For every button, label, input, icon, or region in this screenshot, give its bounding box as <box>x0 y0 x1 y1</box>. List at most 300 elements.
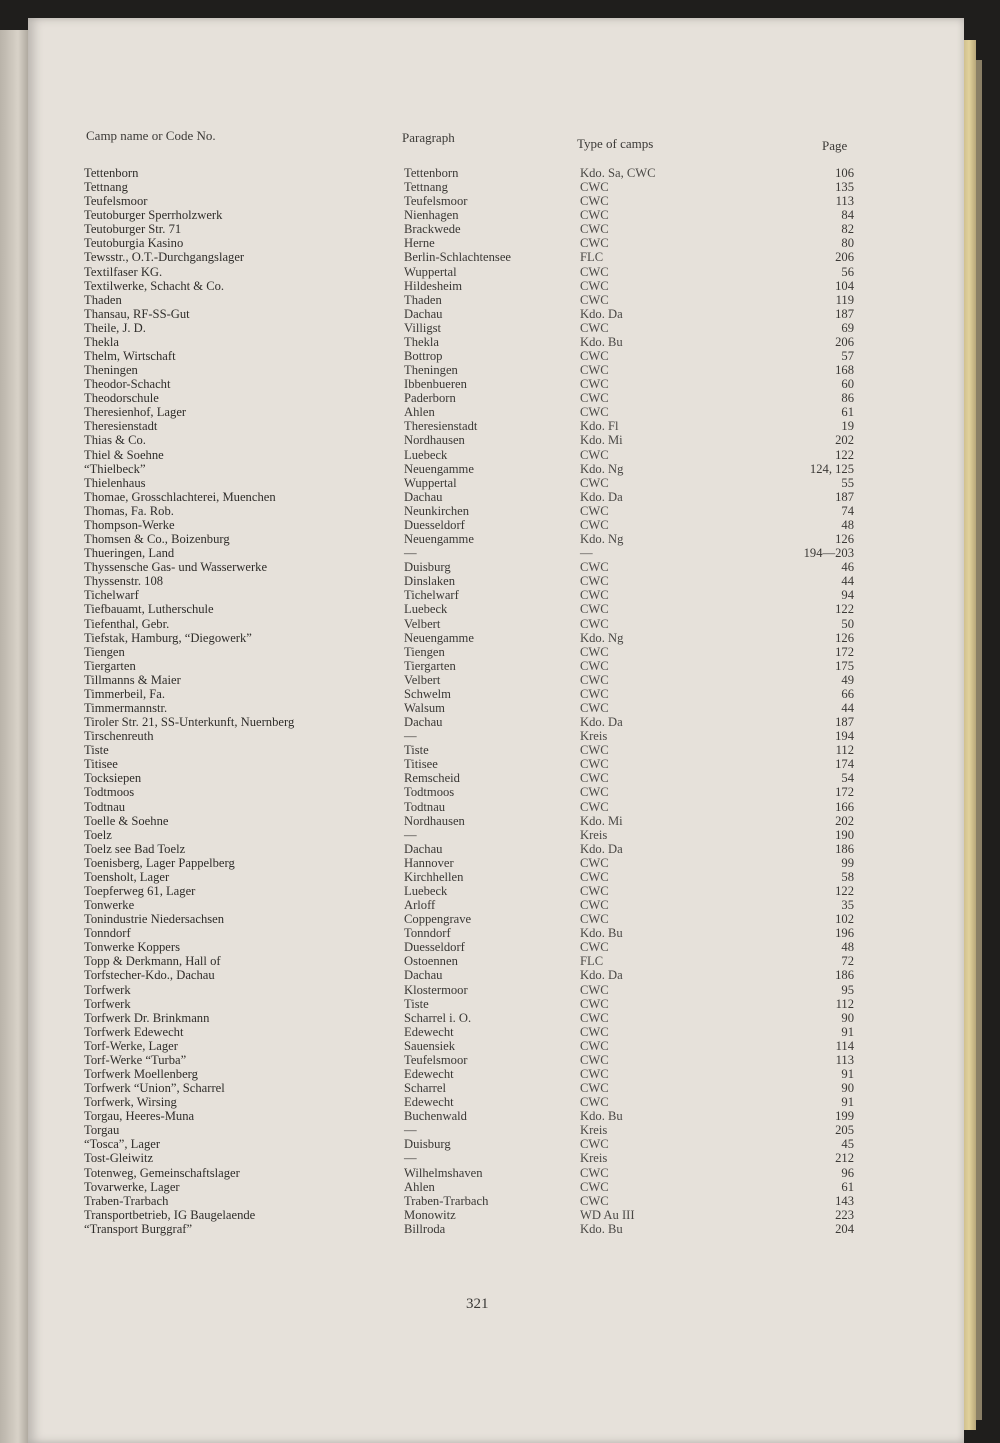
camp-name-cell: Transportbetrieb, IG Baugelaende <box>84 1207 256 1222</box>
camp-name-cell: Tewsstr., O.T.-Durchgangslager <box>84 250 245 265</box>
camp-type-cell: CWC <box>580 982 609 997</box>
camp-name-cell: Timmerbeil, Fa. <box>84 686 166 701</box>
camp-type-cell: CWC <box>580 377 609 392</box>
table-row <box>84 743 874 757</box>
page-ref-cell: 48 <box>841 517 854 532</box>
paragraph-cell: Titisee <box>404 757 438 772</box>
table-row <box>84 687 874 701</box>
camp-name-cell: Timmermannstr. <box>84 700 168 715</box>
camp-type-cell: Kdo. Bu <box>580 334 623 349</box>
table-row <box>84 828 874 842</box>
camp-name-cell: Torfwerk Dr. Brinkmann <box>84 1010 210 1025</box>
camp-type-cell: CWC <box>580 194 609 209</box>
page-ref-cell: 44 <box>841 574 854 589</box>
page-ref-cell: 187 <box>835 715 854 730</box>
camp-name-cell: Teutoburger Str. 71 <box>84 222 182 237</box>
paragraph-cell: Dinslaken <box>404 574 456 589</box>
camp-name-cell: Toensholt, Lager <box>84 869 170 884</box>
camp-type-cell: Kdo. Da <box>580 841 623 856</box>
paragraph-cell: Velbert <box>404 672 441 687</box>
paragraph-cell: Teufelsmoor <box>404 1052 468 1067</box>
paragraph-cell: Edewecht <box>404 1067 454 1081</box>
table-row <box>84 898 874 912</box>
paragraph-cell: Todtmoos <box>404 785 455 800</box>
table-row <box>84 1067 874 1081</box>
camp-name-cell: Teufelsmoor <box>84 194 148 209</box>
camp-type-cell: Kdo. Ng <box>580 461 624 476</box>
camp-type-cell: CWC <box>580 292 609 307</box>
camp-name-cell: Torfwerk Edewecht <box>84 1024 184 1039</box>
page-ref-cell: 61 <box>841 405 854 420</box>
camp-type-cell: CWC <box>580 222 609 237</box>
page-ref-cell: 202 <box>835 433 854 448</box>
camp-name-cell: Torfwerk, Wirsing <box>84 1095 177 1110</box>
camp-name-cell: Thompson-Werke <box>84 517 175 532</box>
table-row <box>84 250 874 264</box>
paragraph-cell: Dachau <box>404 715 443 730</box>
camp-name-cell: Todtnau <box>84 799 126 814</box>
camp-type-cell: CWC <box>580 517 609 532</box>
camp-type-cell: WD Au III <box>580 1207 635 1222</box>
table-row <box>84 968 874 982</box>
page-ref-cell: 187 <box>835 306 854 321</box>
camp-name-cell: Topp & Derkmann, Hall of <box>84 954 221 969</box>
page-ref-cell: 122 <box>835 602 854 617</box>
camp-name-cell: Toelz <box>84 827 112 842</box>
paragraph-cell: Sauensiek <box>404 1038 456 1053</box>
paragraph-cell: Ibbenbueren <box>404 377 467 392</box>
page-ref-cell: 212 <box>835 1151 854 1166</box>
table-row <box>84 321 874 335</box>
camp-type-cell: CWC <box>580 686 609 701</box>
table-row <box>84 476 874 490</box>
table-row <box>84 940 874 954</box>
page-ref-cell: 223 <box>835 1207 854 1222</box>
table-row <box>84 771 874 785</box>
camp-name-cell: “Transport Burggraf” <box>84 1221 193 1236</box>
page-ref-cell: 113 <box>835 1052 854 1067</box>
paragraph-cell: Berlin-Schlachtensee <box>404 250 512 265</box>
camp-type-cell: Kreis <box>580 827 608 842</box>
paragraph-cell: Wuppertal <box>404 264 457 279</box>
page-ref-cell: 186 <box>835 968 854 983</box>
camp-type-cell: CWC <box>580 883 609 898</box>
table-row <box>84 1081 874 1095</box>
table-row <box>84 363 874 377</box>
page-ref-cell: 56 <box>841 264 854 279</box>
page-ref-cell: 122 <box>835 447 854 462</box>
camp-type-cell: CWC <box>580 1024 609 1039</box>
table-row <box>84 194 874 208</box>
paragraph-cell: — <box>404 729 417 744</box>
page-ref-cell: 95 <box>841 982 854 997</box>
paragraph-cell: Scharrel i. O. <box>404 1010 472 1025</box>
camp-name-cell: Thielenhaus <box>84 475 146 490</box>
table-row <box>84 1137 874 1151</box>
paragraph-cell: Thekla <box>404 334 439 349</box>
page-ref-cell: 143 <box>835 1193 854 1208</box>
camp-name-cell: Thomsen & Co., Boizenburg <box>84 532 230 547</box>
camp-name-cell: Tiefstak, Hamburg, “Diegowerk” <box>84 630 252 645</box>
page-ref-cell: 102 <box>835 912 854 927</box>
camp-name-cell: Tiroler Str. 21, SS-Unterkunft, Nuernberg <box>84 715 295 730</box>
index-table <box>84 166 874 1236</box>
camp-type-cell: CWC <box>580 672 609 687</box>
page-ref-cell: 66 <box>841 686 854 701</box>
camp-type-cell: CWC <box>580 869 609 884</box>
paragraph-cell: Nienhagen <box>404 208 459 223</box>
camp-name-cell: Teutoburgia Kasino <box>84 236 184 251</box>
paragraph-cell: Wuppertal <box>404 475 457 490</box>
camp-type-cell: CWC <box>580 799 609 814</box>
camp-type-cell: CWC <box>580 1052 609 1067</box>
camp-name-cell: Theresienhof, Lager <box>84 405 187 420</box>
camp-type-cell: CWC <box>580 391 609 406</box>
paragraph-cell: Velbert <box>404 616 441 631</box>
camp-name-cell: Thias & Co. <box>84 433 146 448</box>
paragraph-cell: Ostoennen <box>404 954 458 969</box>
camp-name-cell: Thueringen, Land <box>84 546 175 561</box>
page-ref-cell: 84 <box>841 208 854 223</box>
table-row <box>84 1053 874 1067</box>
paragraph-cell: Traben-Trarbach <box>404 1193 489 1208</box>
camp-type-cell: CWC <box>580 1137 609 1152</box>
page-ref-cell: 91 <box>841 1067 854 1081</box>
table-row <box>84 1123 874 1137</box>
camp-type-cell: Kdo. Bu <box>580 926 623 941</box>
camp-type-cell: CWC <box>580 320 609 335</box>
camp-type-cell: Kdo. Mi <box>580 433 623 448</box>
camp-name-cell: Thelm, Wirtschaft <box>84 349 176 364</box>
page-ref-cell: 112 <box>835 743 854 758</box>
table-row <box>84 659 874 673</box>
camp-name-cell: Tiefbauamt, Lutherschule <box>84 602 214 617</box>
table-row <box>84 997 874 1011</box>
camp-type-cell: Kdo. Bu <box>580 1109 623 1124</box>
paragraph-cell: — <box>404 546 417 561</box>
page-ref-cell: 112 <box>835 996 854 1011</box>
paragraph-cell: Duesseldorf <box>404 940 465 955</box>
camp-name-cell: Theodorschule <box>84 391 159 406</box>
table-row <box>84 800 874 814</box>
camp-name-cell: Thiel & Soehne <box>84 447 164 462</box>
table-row <box>84 631 874 645</box>
camp-name-cell: Thomae, Grosschlachterei, Muenchen <box>84 489 276 504</box>
camp-type-cell: CWC <box>580 602 609 617</box>
paragraph-cell: Neuengamme <box>404 630 474 645</box>
page-ref-cell: 119 <box>835 292 854 307</box>
header-camp-name: Camp name or Code No. <box>86 128 216 143</box>
paragraph-cell: — <box>404 827 417 842</box>
page-ref-cell: 44 <box>841 700 854 715</box>
paragraph-cell: Dachau <box>404 306 443 321</box>
camp-type-cell: CWC <box>580 405 609 420</box>
camp-name-cell: Tiefenthal, Gebr. <box>84 616 170 631</box>
table-row <box>84 377 874 391</box>
table-row <box>84 166 874 180</box>
page-ref-cell: 186 <box>835 841 854 856</box>
page-ref-cell: 58 <box>841 869 854 884</box>
page-ref-cell: 126 <box>835 630 854 645</box>
table-row <box>84 405 874 419</box>
header-page: Page <box>822 138 848 153</box>
paragraph-cell: Duisburg <box>404 560 451 575</box>
camp-name-cell: Thaden <box>84 292 122 307</box>
camp-type-cell: CWC <box>580 363 609 378</box>
page-ref-cell: 122 <box>835 883 854 898</box>
paragraph-cell: Tiste <box>404 996 429 1011</box>
camp-type-cell: CWC <box>580 898 609 913</box>
table-row <box>84 983 874 997</box>
camp-name-cell: Torfwerk <box>84 996 131 1011</box>
paragraph-cell: Kirchhellen <box>404 869 464 884</box>
table-row <box>84 1166 874 1180</box>
paragraph-cell: Arloff <box>404 898 436 913</box>
page-ref-cell: 199 <box>835 1109 854 1124</box>
page-ref-cell: 106 <box>835 166 854 180</box>
camp-name-cell: Thyssenstr. 108 <box>84 574 164 589</box>
camp-name-cell: Tost-Gleiwitz <box>84 1151 154 1166</box>
paragraph-cell: Luebeck <box>404 602 448 617</box>
table-row <box>84 307 874 321</box>
camp-type-cell: CWC <box>580 757 609 772</box>
paragraph-cell: Tiergarten <box>404 658 456 673</box>
table-row <box>84 462 874 476</box>
table-row <box>84 1180 874 1194</box>
page-ref-cell: 175 <box>835 658 854 673</box>
page-ref-cell: 205 <box>835 1123 854 1138</box>
camp-type-cell: Kdo. Da <box>580 968 623 983</box>
page-ref-cell: 57 <box>841 349 854 364</box>
paragraph-cell: Bottrop <box>404 349 443 364</box>
camp-type-cell: CWC <box>580 1193 609 1208</box>
camp-name-cell: Tonndorf <box>84 926 131 941</box>
table-row <box>84 673 874 687</box>
page-ref-cell: 90 <box>841 1081 854 1096</box>
paragraph-cell: Edewecht <box>404 1024 454 1039</box>
paragraph-cell: Neuengamme <box>404 532 474 547</box>
camp-name-cell: Thomas, Fa. Rob. <box>84 503 174 518</box>
table-row <box>84 335 874 349</box>
camp-type-cell: Kdo. Mi <box>580 813 623 828</box>
camp-type-cell: Kreis <box>580 729 608 744</box>
table-row <box>84 729 874 743</box>
camp-name-cell: Theningen <box>84 363 138 378</box>
camp-name-cell: Tonwerke <box>84 898 135 913</box>
paragraph-cell: Luebeck <box>404 447 448 462</box>
table-row <box>84 419 874 433</box>
page-ref-cell: 61 <box>841 1179 854 1194</box>
paragraph-cell: Neuengamme <box>404 461 474 476</box>
camp-type-cell: CWC <box>580 264 609 279</box>
table-row <box>84 1208 874 1222</box>
paragraph-cell: Billroda <box>404 1221 446 1236</box>
paragraph-cell: Dachau <box>404 968 443 983</box>
table-row <box>84 532 874 546</box>
camp-name-cell: Tovarwerke, Lager <box>84 1179 180 1194</box>
camp-name-cell: Theodor-Schacht <box>84 377 171 392</box>
header-paragraph: Paragraph <box>402 130 455 145</box>
page-ref-cell: 135 <box>835 180 854 195</box>
camp-type-cell: CWC <box>580 503 609 518</box>
paragraph-cell: Neunkirchen <box>404 503 470 518</box>
paragraph-cell: Dachau <box>404 841 443 856</box>
camp-name-cell: “Tosca”, Lager <box>84 1137 161 1152</box>
page-ref-cell: 194 <box>835 729 854 744</box>
camp-type-cell: CWC <box>580 785 609 800</box>
camp-name-cell: Torf-Werke, Lager <box>84 1038 178 1053</box>
page-ref-cell: 60 <box>841 377 854 392</box>
table-row <box>84 814 874 828</box>
paragraph-cell: Coppengrave <box>404 912 472 927</box>
camp-name-cell: Tettenborn <box>84 166 139 180</box>
table-row <box>84 546 874 560</box>
camp-type-cell: CWC <box>580 1067 609 1081</box>
page-ref-cell: 35 <box>841 898 854 913</box>
camp-name-cell: Textilfaser KG. <box>84 264 163 279</box>
page-ref-cell: 90 <box>841 1010 854 1025</box>
camp-type-cell: Kdo. Bu <box>580 1221 623 1236</box>
paragraph-cell: Walsum <box>404 700 445 715</box>
page-ref-cell: 55 <box>841 475 854 490</box>
camp-type-cell: CWC <box>580 349 609 364</box>
table-row <box>84 785 874 799</box>
table-row <box>84 1109 874 1123</box>
paragraph-cell: Buchenwald <box>404 1109 467 1124</box>
camp-name-cell: “Thielbeck” <box>84 461 146 476</box>
page-ref-cell: 126 <box>835 532 854 547</box>
table-row <box>84 236 874 250</box>
paragraph-cell: Tettenborn <box>404 166 459 180</box>
paragraph-cell: — <box>404 1151 417 1166</box>
camp-type-cell: CWC <box>580 700 609 715</box>
book-cover-edge <box>976 60 982 1420</box>
camp-type-cell: CWC <box>580 1165 609 1180</box>
table-row <box>84 518 874 532</box>
camp-name-cell: Theile, J. D. <box>84 320 146 335</box>
camp-type-cell: CWC <box>580 447 609 462</box>
paragraph-cell: Hildesheim <box>404 278 463 293</box>
camp-type-cell: CWC <box>580 1038 609 1053</box>
camp-name-cell: Toepferweg 61, Lager <box>84 883 196 898</box>
camp-type-cell: CWC <box>580 208 609 223</box>
page-ref-cell: 104 <box>835 278 854 293</box>
table-row <box>84 208 874 222</box>
page-ref-cell: 172 <box>835 785 854 800</box>
camp-type-cell: CWC <box>580 278 609 293</box>
page-number: 321 <box>466 1296 489 1312</box>
table-row <box>84 954 874 968</box>
paragraph-cell: Paderborn <box>404 391 456 406</box>
paragraph-cell: Duisburg <box>404 1137 451 1152</box>
table-row <box>84 1039 874 1053</box>
camp-type-cell: CWC <box>580 236 609 251</box>
table-row <box>84 1151 874 1165</box>
camp-name-cell: Traben-Trarbach <box>84 1193 169 1208</box>
paragraph-cell: Monowitz <box>404 1207 456 1222</box>
camp-type-cell: — <box>580 546 593 561</box>
page-ref-cell: 72 <box>841 954 854 969</box>
camp-name-cell: Tillmanns & Maier <box>84 672 181 687</box>
table-row <box>84 645 874 659</box>
camp-name-cell: Torfwerk “Union”, Scharrel <box>84 1081 225 1096</box>
table-row <box>84 490 874 504</box>
camp-name-cell: Torfstecher-Kdo., Dachau <box>84 968 215 983</box>
camp-name-cell: Toelle & Soehne <box>84 813 169 828</box>
page-ref-cell: 96 <box>841 1165 854 1180</box>
camp-type-cell: Kdo. Ng <box>580 630 624 645</box>
camp-type-cell: CWC <box>580 658 609 673</box>
camp-name-cell: Thansau, RF-SS-Gut <box>84 306 190 321</box>
camp-name-cell: Torfwerk <box>84 982 131 997</box>
camp-name-cell: Tonwerke Koppers <box>84 940 180 955</box>
page-ref-cell: 202 <box>835 813 854 828</box>
camp-type-cell: CWC <box>580 560 609 575</box>
camp-name-cell: Theresienstadt <box>84 419 158 434</box>
page-ref-cell: 69 <box>841 320 854 335</box>
camp-name-cell: Toelz see Bad Toelz <box>84 841 186 856</box>
table-row <box>84 842 874 856</box>
table-row <box>84 701 874 715</box>
table-row <box>84 433 874 447</box>
camp-name-cell: Tettnang <box>84 180 128 195</box>
paragraph-cell: Thaden <box>404 292 442 307</box>
paragraph-cell: Tiste <box>404 743 429 758</box>
camp-type-cell: CWC <box>580 996 609 1011</box>
camp-type-cell: CWC <box>580 644 609 659</box>
table-row <box>84 222 874 236</box>
paragraph-cell: Brackwede <box>404 222 461 237</box>
table-row <box>84 1011 874 1025</box>
page-ref-cell: 190 <box>835 827 854 842</box>
paragraph-cell: Teufelsmoor <box>404 194 468 209</box>
table-row <box>84 1095 874 1109</box>
paragraph-cell: Hannover <box>404 855 454 870</box>
table-row <box>84 884 874 898</box>
camp-name-cell: Torf-Werke “Turba” <box>84 1052 187 1067</box>
table-row <box>84 265 874 279</box>
page-ref-cell: 206 <box>835 250 854 265</box>
page-ref-cell: 174 <box>835 757 854 772</box>
camp-name-cell: Todtmoos <box>84 785 135 800</box>
page-ref-cell: 172 <box>835 644 854 659</box>
page-ref-cell: 45 <box>841 1137 854 1152</box>
page-ref-cell: 113 <box>835 194 854 209</box>
camp-type-cell: Kreis <box>580 1151 608 1166</box>
table-row <box>84 912 874 926</box>
table-row <box>84 560 874 574</box>
paragraph-cell: Scharrel <box>404 1081 446 1096</box>
paragraph-cell: Duesseldorf <box>404 517 465 532</box>
paragraph-cell: Edewecht <box>404 1095 454 1110</box>
paragraph-cell: Ahlen <box>404 405 435 420</box>
page-ref-cell: 86 <box>841 391 854 406</box>
page-ref-cell: 168 <box>835 363 854 378</box>
camp-name-cell: Thyssensche Gas- und Wasserwerke <box>84 560 268 575</box>
camp-type-cell: Kdo. Sa, CWC <box>580 166 656 180</box>
camp-name-cell: Teutoburger Sperrholzwerk <box>84 208 223 223</box>
page-ref-cell: 99 <box>841 855 854 870</box>
camp-type-cell: CWC <box>580 743 609 758</box>
camp-name-cell: Tiengen <box>84 644 125 659</box>
paragraph-cell: Schwelm <box>404 686 451 701</box>
camp-type-cell: CWC <box>580 912 609 927</box>
table-row <box>84 504 874 518</box>
page-ref-cell: 114 <box>835 1038 854 1053</box>
page-ref-cell: 206 <box>835 334 854 349</box>
camp-name-cell: Toenisberg, Lager Pappelberg <box>84 855 235 870</box>
table-row <box>84 1025 874 1039</box>
